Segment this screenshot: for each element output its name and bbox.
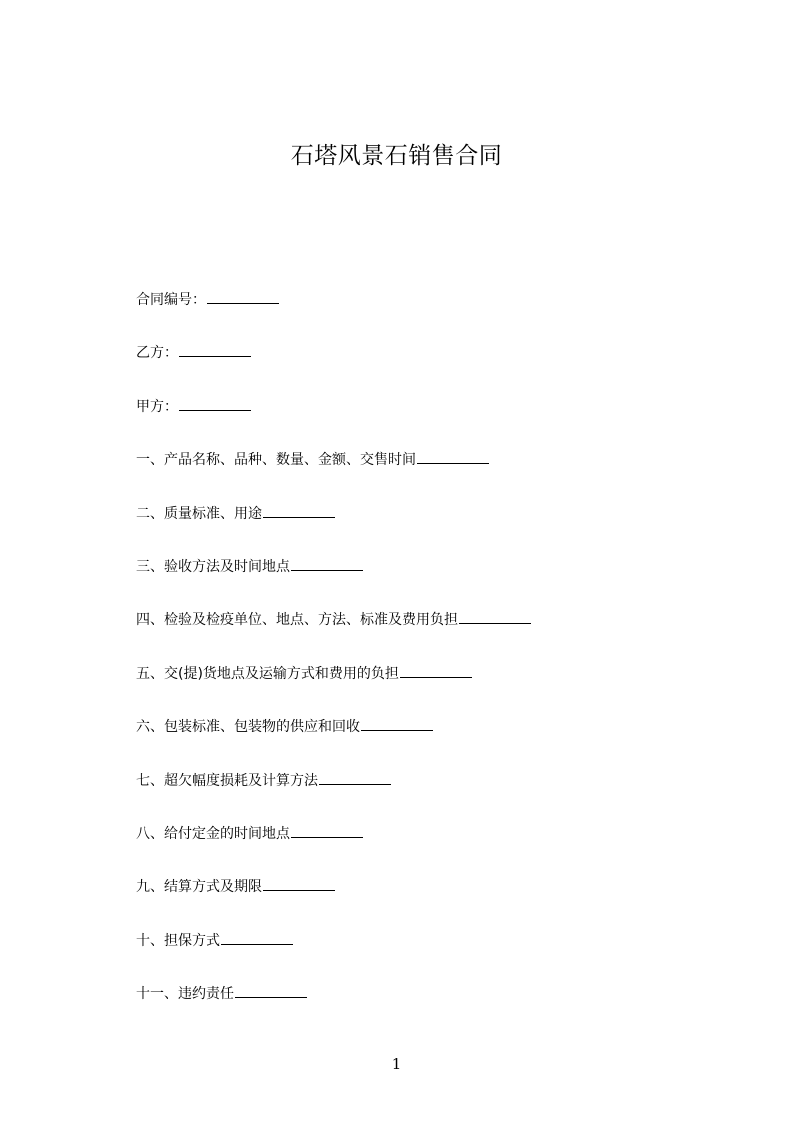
clause-10-guarantee [136,929,696,982]
fill-in-blank [291,822,363,838]
clause-party-b [136,341,696,394]
fill-in-blank [291,555,363,571]
clause-label: 十一、违约责任 [136,986,234,1003]
fill-in-blank [235,982,307,998]
clause-4-inspection [136,608,696,661]
fill-in-blank [263,875,335,891]
clause-contract-number [136,288,696,341]
clause-2-quality [136,502,696,555]
clause-label: 乙方： [136,345,178,362]
fill-in-blank [417,448,489,464]
clause-list [136,288,696,1035]
clause-label: 十、担保方式 [136,932,220,949]
clause-label: 一、产品名称、品种、数量、金额、交售时间 [136,452,416,469]
clause-6-packaging [136,715,696,768]
document-title: 石塔风景石销售合同 [290,143,503,169]
clause-label: 九、结算方式及期限 [136,879,262,896]
clause-3-acceptance [136,555,696,608]
clause-label: 八、给付定金的时间地点 [136,825,290,842]
clause-5-delivery [136,662,696,715]
clause-label: 甲方： [136,398,178,415]
clause-label: 四、检验及检疫单位、地点、方法、标准及费用负担 [136,612,458,629]
fill-in-blank [179,395,251,411]
clause-7-tolerance [136,769,696,822]
fill-in-blank [459,608,531,624]
clause-8-deposit [136,822,696,875]
page-number: 1 [391,1055,402,1073]
clause-label: 合同编号： [136,292,206,308]
clause-label: 五、交(提)货地点及运输方式和费用的负担 [136,665,399,682]
fill-in-blank [207,288,279,304]
fill-in-blank [319,769,391,785]
fill-in-blank [221,929,293,945]
fill-in-blank [361,715,433,731]
clause-party-a [136,395,696,448]
clause-1-product [136,448,696,501]
clause-9-settlement [136,875,696,928]
clause-11-liability [136,982,696,1035]
clause-label: 六、包装标准、包装物的供应和回收 [136,719,360,736]
fill-in-blank [179,341,251,357]
clause-label: 三、验收方法及时间地点 [136,558,290,575]
fill-in-blank [263,502,335,518]
fill-in-blank [400,662,472,678]
clause-label: 二、质量标准、用途 [136,505,262,522]
clause-label: 七、超欠幅度损耗及计算方法 [136,772,318,789]
